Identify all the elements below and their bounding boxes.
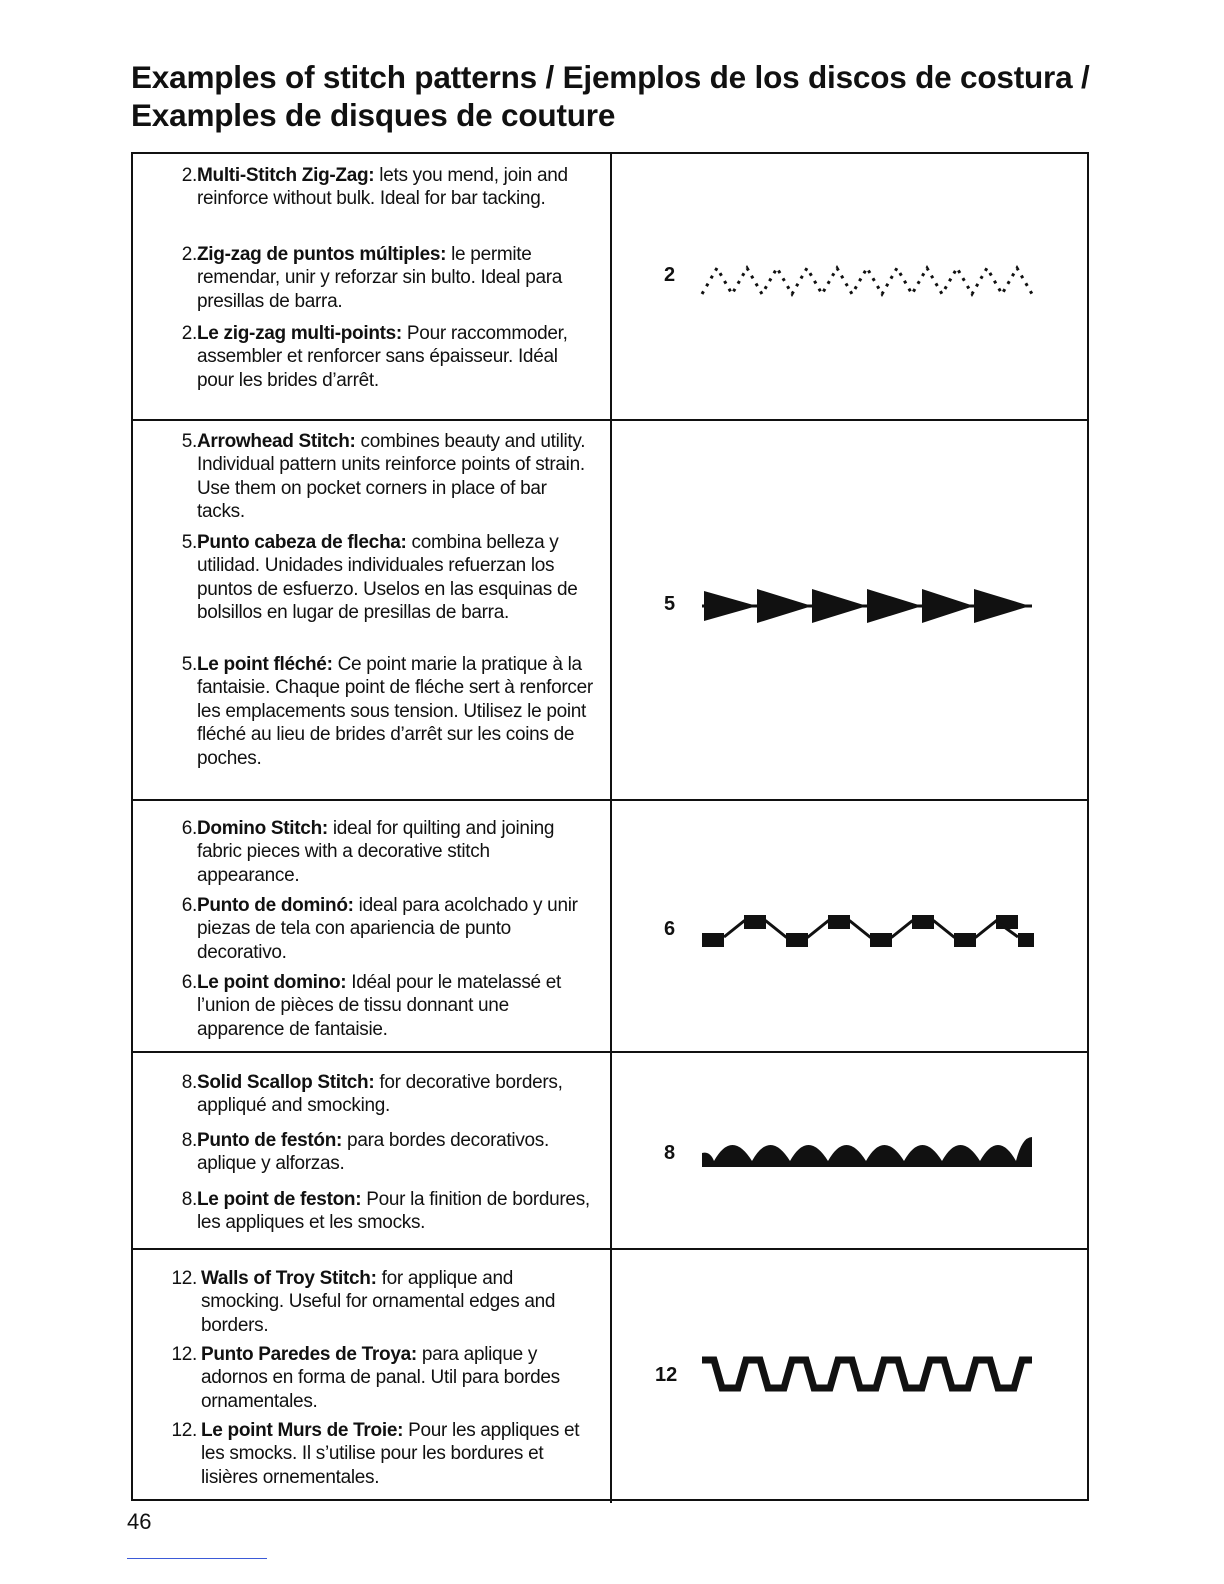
entry-text: for applique and smocking. Useful for ornamental edges and borders. [201,1268,556,1336]
pattern-number: 8 [664,1142,676,1164]
entry-text: lets you mend, join and reinforce without bulk. Ideal for bar tacking. [197,165,568,210]
pattern-cell [612,1053,1087,1248]
entry-text: le permite remendar, unir y reforzar sin bulto. Ideal para presillas de barra. [197,244,563,312]
footer-divider [127,1558,267,1559]
entry-name: Domino Stitch: [197,818,328,839]
page-number: 46 [127,1509,152,1534]
list-item [173,243,593,313]
entry-name: Le point Murs de Troie: [201,1420,404,1441]
table-row [133,421,1087,801]
description-cell [133,154,612,419]
entry-number: 5. [181,654,197,675]
pattern-number: 5 [664,593,676,615]
entry-number: 6. [181,895,197,916]
entry-name: Le point domino: [197,972,347,993]
description-cell [133,801,612,1051]
entry-number: 5. [181,431,197,452]
list-item [173,430,593,524]
entry-text: Pour raccommoder, assembler et renforcer sans épaisseur. Idéal pour les brides d’arrêt. [197,323,568,391]
entry-number: 8. [181,1072,197,1093]
arrowhead-stitch-icon [702,581,1032,631]
table-row [133,1250,1087,1503]
entry-name: Arrowhead Stitch: [197,431,356,452]
entry-text: Ce point marie la pratique à la fantaisie. Chaque point de fléche sert à renforcer les emplacements sous tension. Utilisez le point fléché au lieu de brides d’arrêt sur les coins de poches. [197,654,593,769]
list-item [173,1071,593,1118]
list-item [173,653,593,770]
entry-text: Idéal pour le matelassé et l’union de pièces de tissu donnant une apparence de fantaisie. [197,972,562,1040]
entry-name: Le point de feston: [197,1189,362,1210]
stitch-pattern-table [131,152,1089,1501]
entry-name: Punto de dominó: [197,895,354,916]
entry-number: 5. [181,532,197,553]
list-item [173,1343,593,1413]
walls-of-troy-stitch-icon [700,1354,1035,1398]
entry-text: combina belleza y utilidad. Unidades individuales refuerzan los puntos de esfuerzo. Uselos en las esquinas de bolsillos en lugar de presillas de barra. [197,532,578,624]
solid-scallop-stitch-icon [700,1131,1035,1171]
entry-number: 12. [171,1344,197,1365]
pattern-number: 12 [655,1364,678,1386]
pattern-cell [612,154,1087,419]
entry-name: Zig-zag de puntos múltiples: [197,244,447,265]
list-item [173,894,593,964]
entry-text: para bordes decorativos. aplique y alforzas. [197,1130,549,1175]
entry-text: Pour la finition de bordures, les appliques et les smocks. [197,1189,590,1234]
entry-name: Walls of Troy Stitch: [201,1268,377,1289]
entry-name: Le point fléché: [197,654,333,675]
entry-text: ideal for quilting and joining fabric pieces with a decorative stitch appearance. [197,818,555,886]
entry-name: Punto de festón: [197,1130,343,1151]
entry-number: 12. [171,1420,197,1441]
entry-number: 8. [181,1189,197,1210]
pattern-cell [612,421,1087,799]
entry-number: 12. [171,1268,197,1289]
entry-number: 2. [181,165,197,186]
entry-number: 2. [181,244,197,265]
domino-stitch-icon [700,911,1035,951]
pattern-cell [612,801,1087,1051]
table-row [133,1053,1087,1250]
list-item [173,1129,593,1176]
pattern-cell [612,1250,1087,1503]
entry-text: para aplique y adornos en forma de panal. Util para bordes ornamentales. [201,1344,560,1412]
entry-number: 6. [181,972,197,993]
description-cell [133,1250,612,1503]
table-row [133,154,1087,421]
multi-stitch-zigzag-icon [697,258,1037,304]
list-item [173,322,593,392]
entry-text: Pour les appliques et les smocks. Il s’utilise pour les bordures et lisières ornementales. [201,1420,580,1488]
list-item [173,531,593,625]
entry-text: ideal para acolchado y unir piezas de tela con apariencia de punto decorativo. [197,895,578,963]
list-item [173,1419,593,1489]
list-item [173,971,593,1041]
entry-name: Punto Paredes de Troya: [201,1344,417,1365]
entry-text: for decorative borders, appliqué and smocking. [197,1072,563,1117]
entry-number: 6. [181,818,197,839]
list-item [173,817,593,887]
entry-number: 2. [181,323,197,344]
description-cell [133,1053,612,1248]
page-title: Examples of stitch patterns / Ejemplos de los discos de costura / Examples de disques de couture [131,59,1090,133]
description-cell [133,421,612,799]
entry-name: Punto cabeza de flecha: [197,532,407,553]
entry-text: combines beauty and utility. Individual pattern units reinforce points of strain. Use them on pocket corners in place of bar tacks. [197,431,586,523]
table-row [133,801,1087,1053]
entry-number: 8. [181,1130,197,1151]
list-item [173,164,593,211]
list-item [173,1188,593,1235]
pattern-number: 6 [664,918,676,940]
entry-name: Le zig-zag multi-points: [197,323,402,344]
entry-name: Solid Scallop Stitch: [197,1072,375,1093]
pattern-number: 2 [664,264,676,286]
list-item [173,1267,593,1337]
entry-name: Multi-Stitch Zig-Zag: [197,165,375,186]
